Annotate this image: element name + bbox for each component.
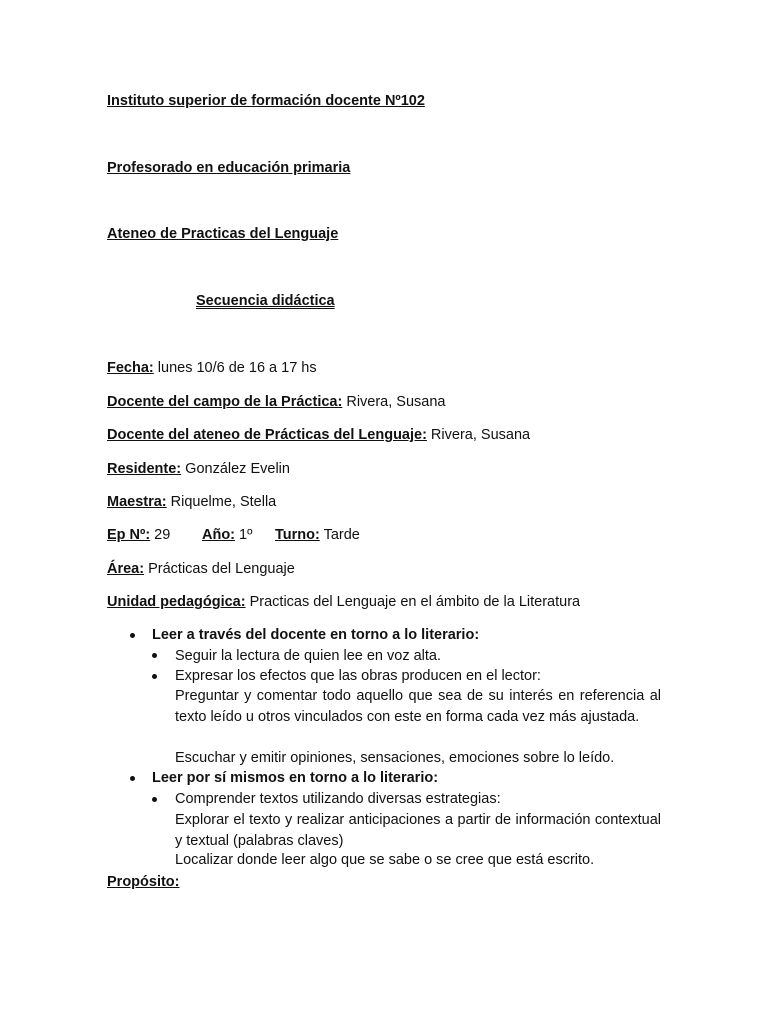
field-value: Practicas del Lenguaje en el ámbito de la Literatura — [245, 594, 581, 610]
institute-heading: Instituto superior de formación docente Nº102 — [107, 93, 425, 109]
field-label: Maestra: — [107, 494, 167, 510]
document-title: Secuencia didáctica — [196, 293, 335, 309]
field-docente-ateneo — [107, 426, 530, 444]
program-heading: Profesorado en educación primaria — [107, 160, 351, 176]
field-value: Rivera, Susana — [426, 427, 531, 443]
sub-list-item: Seguir la lectura de quien lee en voz alta. — [175, 648, 442, 664]
field-label: Turno: — [275, 527, 320, 543]
list-item-title: Leer a través del docente en torno a lo literario: — [152, 627, 480, 643]
sub-list-item: Comprender textos utilizando diversas estrategias: — [175, 791, 501, 807]
bullet-dot — [152, 653, 157, 658]
field-value: 29 — [150, 527, 171, 543]
field-label: Unidad pedagógica: — [107, 594, 246, 610]
sub-list-item: Expresar los efectos que las obras producen en el lector: — [175, 668, 541, 684]
list-item-title: Leer por sí mismos en torno a lo literario: — [152, 770, 439, 786]
field-value: Riquelme, Stella — [166, 494, 277, 510]
field-label: Área: — [107, 561, 145, 577]
field-unidad — [107, 593, 580, 611]
field-label: Residente: — [107, 461, 182, 477]
field-residente — [107, 460, 290, 478]
field-fecha — [107, 359, 317, 377]
field-ep — [107, 526, 170, 544]
field-value: González Evelin — [181, 461, 290, 477]
field-label: Docente del campo de la Práctica: — [107, 394, 343, 410]
field-label: Ep Nº: — [107, 527, 151, 543]
course-heading: Ateneo de Practicas del Lenguaje — [107, 226, 339, 242]
field-area — [107, 560, 295, 578]
bullet-dot — [152, 674, 157, 679]
field-label: Fecha: — [107, 360, 154, 376]
field-label: Año: — [202, 527, 236, 543]
bullet-dot — [130, 776, 135, 781]
paragraph: Localizar donde leer algo que se sabe o se cree que está escrito. — [175, 852, 595, 868]
field-maestra — [107, 493, 276, 511]
proposito-heading: Propósito: — [107, 874, 180, 890]
field-value: Rivera, Susana — [342, 394, 446, 410]
field-value: Tarde — [319, 527, 360, 543]
paragraph: Escuchar y emitir opiniones, sensaciones, emociones sobre lo leído. — [175, 750, 615, 766]
bullet-dot — [130, 633, 135, 638]
field-value: lunes 10/6 de 16 a 17 hs — [153, 360, 317, 376]
bullet-dot — [152, 797, 157, 802]
paragraph: Explorar el texto y realizar anticipaciones a partir de información contextual y textual (palabras claves) — [175, 812, 661, 849]
field-value: Prácticas del Lenguaje — [144, 561, 295, 577]
field-anio — [202, 526, 252, 544]
field-turno — [275, 526, 360, 544]
field-value: 1º — [235, 527, 253, 543]
field-docente-campo — [107, 393, 445, 411]
field-label: Docente del ateneo de Prácticas del Lenguaje: — [107, 427, 427, 443]
paragraph: Preguntar y comentar todo aquello que sea de su interés en referencia al texto leído u otros vinculados con este en forma cada vez más ajustada. — [175, 688, 661, 725]
